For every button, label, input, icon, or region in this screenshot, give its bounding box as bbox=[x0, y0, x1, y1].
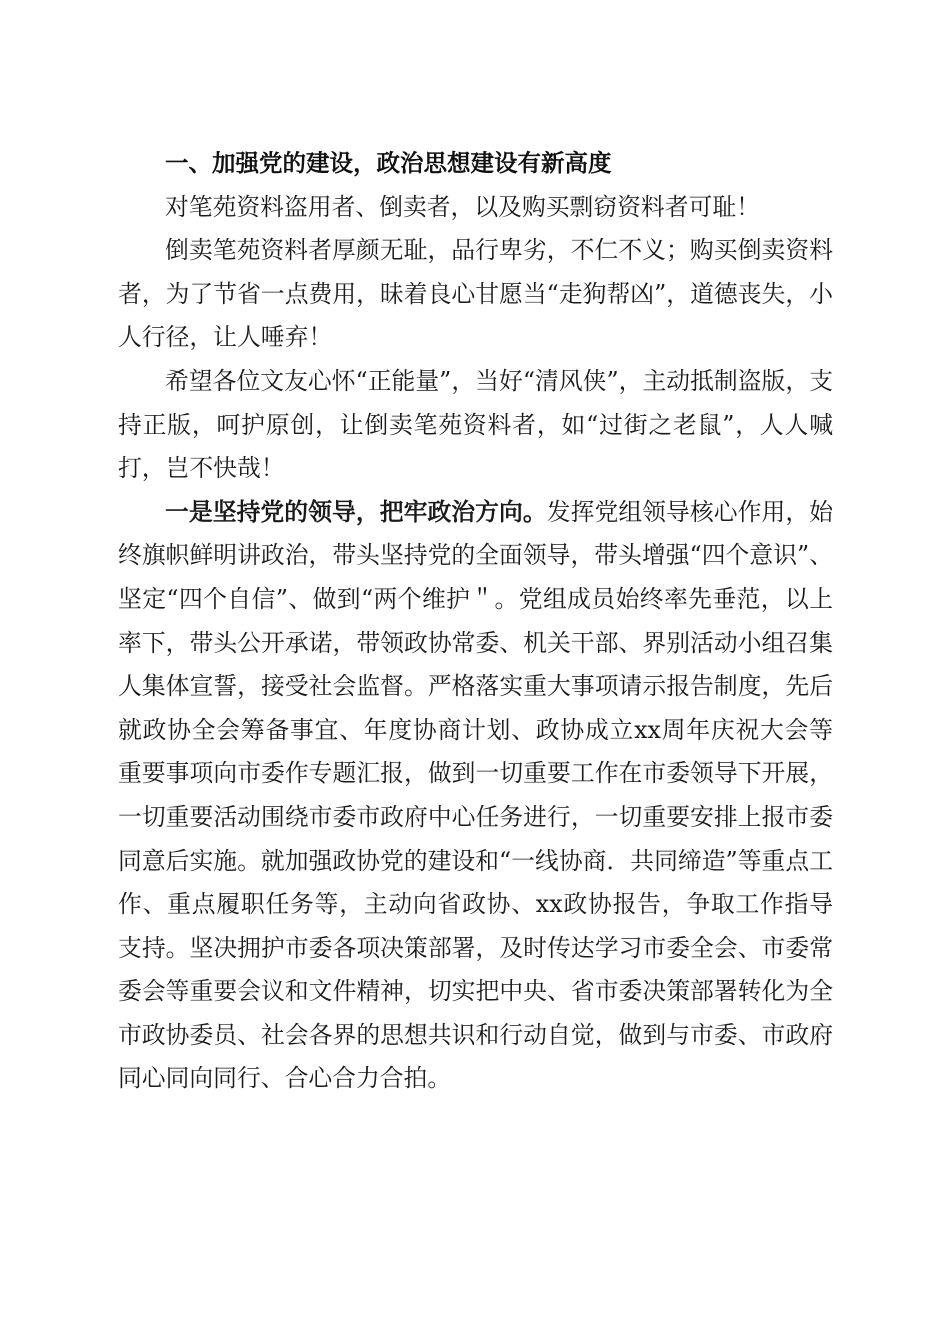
notice-paragraph-1: 对笔苑资料盗用者、倒卖者，以及购买剽窃资料者可耻！ bbox=[165, 192, 760, 221]
notice-paragraph-2: 倒卖笔苑资料者厚颜无耻，品行卑劣，不仁不义；购买倒卖资料者，为了节省一点费用，昧着良心甘愿当“走狗帮凶”，道德丧失，小人行径，让人唾弃！ bbox=[118, 236, 833, 352]
main-paragraph-body: 发挥党组领导核心作用，始终旗帜鲜明讲政治，带头坚持党的全面领导，带头增强“四个意识”、坚定“四个自信”、做到“两个维护＂。党组成员始终率先垂范，以上率下，带头公开承诺，带领政协常委、机关干部、界别活动小组召集人集体宣誓，接受社会监督。严格落实重大事项请示报告制度，先后就政协全会筹备事宜、年度协商计划、政协成立xx周年庆祝大会等重要事项向市委作专题汇报，做到一切重要工作在市委领导下开展，一切重要活动围绕市委市政府中心任务进行，一切重要安排上报市委同意后实施。就加强政协党的建设和“一线协商．共同缔造”等重点工作、重点履职任务等，主动向省政协、xx政协报告，争取工作指导支持。坚决拥护市委各项决策部署，及时传达学习市委全会、市委常委会等重要会议和文件精神，切实把中央、省市委决策部署转化为全市政协委员、社会各界的思想共识和行动自觉，做到与市委、市政府同心同向同行、合心合力合拍。 bbox=[118, 497, 833, 1093]
main-paragraph-lead: 一是坚持党的领导，把牢政治方向。 bbox=[165, 497, 547, 526]
main-paragraph bbox=[118, 491, 833, 1101]
document-body bbox=[118, 142, 833, 1101]
notice-paragraph-3: 希望各位文友心怀“正能量”，当好“清风侠”，主动抵制盗版，支持正版，呵护原创，让倒卖笔苑资料者，如“过街之老鼠”，人人喊打，岂不快哉！ bbox=[118, 366, 833, 483]
section-heading: 一、加强党的建设，政治思想建设有新高度 bbox=[165, 149, 612, 177]
